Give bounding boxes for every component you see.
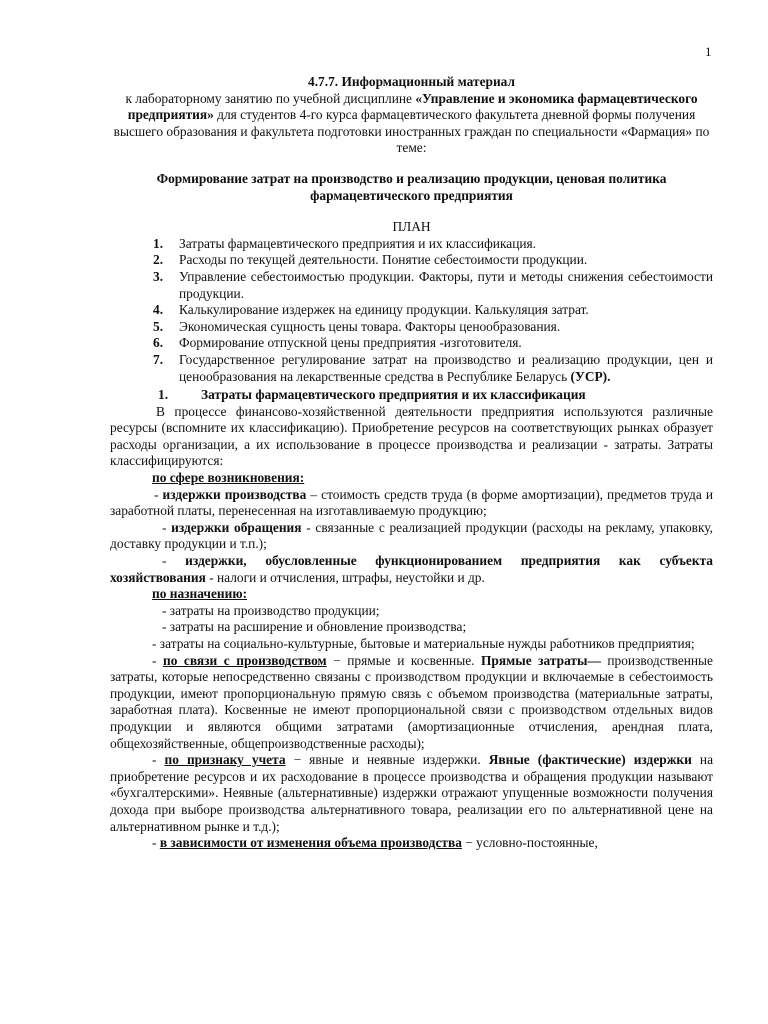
plan-item-text: Государственное регулирование затрат на производство и реализацию продукции, цен и ценообразования на лекарственные средства в Республике Беларусь bbox=[179, 351, 713, 384]
plan-item bbox=[110, 269, 713, 302]
purpose-item: - затраты на социально-культурные, бытовые и материальные нужды работников предприятия; bbox=[152, 636, 695, 651]
plan-item-number: 7. bbox=[153, 351, 164, 367]
plan-item-text: Затраты фармацевтического предприятия и их классификация. bbox=[179, 235, 537, 251]
plan-list bbox=[110, 236, 713, 385]
purpose-item: - затраты на расширение и обновление производства; bbox=[162, 619, 467, 635]
item-dash: - bbox=[152, 835, 160, 851]
plan-item bbox=[110, 236, 713, 253]
document-header bbox=[110, 74, 713, 157]
plan-item bbox=[110, 319, 713, 336]
plan-item-number: 3. bbox=[153, 268, 164, 284]
plan-heading: ПЛАН bbox=[392, 219, 431, 235]
section-title: Затраты фармацевтического предприятия и их классификация bbox=[201, 387, 586, 403]
section-number: 1. bbox=[158, 387, 169, 403]
volume-label: в зависимости от изменения объема производства bbox=[159, 835, 462, 851]
classification-by-volume bbox=[110, 835, 713, 852]
cost-item-circulation bbox=[110, 520, 713, 553]
item-dash: - bbox=[152, 752, 165, 768]
origin-heading: по сфере возникновения: bbox=[152, 470, 305, 486]
page-number: 1 bbox=[705, 44, 712, 59]
purpose-item: - затраты на производство продукции; bbox=[162, 602, 380, 618]
plan-item-usr: (УСР). bbox=[570, 368, 611, 384]
plan-item-number: 4. bbox=[153, 302, 164, 318]
link-text-1: − прямые и косвенные. bbox=[326, 652, 482, 668]
classification-heading-purpose bbox=[110, 586, 713, 603]
classification-heading-origin bbox=[110, 470, 713, 487]
header-description-post: для студентов 4-го курса фармацевтического факультета дневной формы получения высшего образования и факультета подготовки иностранных граждан по специальности «Фармация» по теме: bbox=[113, 107, 710, 156]
cost-item-production bbox=[110, 487, 713, 520]
plan-item-text: Экономическая сущность цены товара. Факторы ценообразования. bbox=[179, 318, 561, 334]
plan-item bbox=[110, 302, 713, 319]
item-description: - связанные с реализацией продукции (расходы на рекламу, упаковку, доставку продукции и т.п.); bbox=[110, 519, 713, 552]
section-intro: В процессе финансово-хозяйственной деятельности предприятия используются различные ресурсы (вспомните их классификацию). Приобретение ресурсов на соответствующих рынках образует расходы организации, а их использование в процессе производства и реализации - затраты. Затраты классифицируются: bbox=[110, 403, 713, 469]
item-dash: - bbox=[162, 553, 186, 569]
plan-item-text: Расходы по текущей деятельности. Понятие себестоимости продукции. bbox=[179, 252, 588, 268]
plan-item-number: 6. bbox=[153, 335, 164, 351]
item-term: издержки производства bbox=[162, 486, 307, 502]
accounting-label: по признаку учета bbox=[164, 752, 286, 768]
accounting-text-1: − явные и неявные издержки. bbox=[285, 752, 489, 768]
document-body bbox=[110, 74, 713, 852]
link-label: по связи с производством bbox=[162, 652, 327, 668]
volume-text: − условно-постоянные, bbox=[461, 835, 598, 851]
cost-item-enterprise bbox=[110, 553, 713, 586]
classification-by-accounting bbox=[110, 752, 713, 835]
plan-item bbox=[110, 252, 713, 269]
plan-item-number: 5. bbox=[153, 318, 164, 334]
document-title: 4.7.7. Информационный материал bbox=[308, 74, 515, 89]
item-term: издержки обращения bbox=[171, 519, 302, 535]
item-description: – стоимость средств труда (в форме амортизации), предметов труда и заработной платы, перенесенная на изготавливаемую продукцию; bbox=[110, 486, 713, 519]
header-description-pre: к лабораторному занятию по учебной дисциплине bbox=[125, 90, 416, 106]
explicit-costs-term: Явные (фактические) издержки bbox=[488, 752, 692, 768]
plan-item bbox=[110, 335, 713, 352]
header-description bbox=[110, 91, 713, 157]
item-description: - налоги и отчисления, штрафы, неустойки и др. bbox=[205, 569, 485, 585]
plan-item-text: Управление себестоимостью продукции. Факторы, пути и методы снижения себестоимости продукции. bbox=[179, 268, 713, 301]
link-text-2: производственные затраты, которые непосредственно связаны с производством продукции и включаемые в себестоимость продукции, имеют пропорциональную прямую связь с объемом производства (материальные затраты, заработная плата). Косвенные не имеют пропорциональной связи с производством отдельных видов продукции и являются общими затратами (амортизационные отчисления, арендная плата, общехозяйственные, общепроизводственные расходы); bbox=[110, 652, 714, 751]
accounting-text-2: на приобретение ресурсов и их расходование в процессе производства и обращения продукции называют «бухгалтерскими». Неявные (альтернативные) издержки отражают упущенные возможности получения дохода при выборе производства альтернативного товара, реализации его по альтернативной цене на альтернативном рынке и т.д.); bbox=[110, 752, 714, 834]
item-dash: - bbox=[152, 652, 163, 668]
item-dash: - bbox=[154, 486, 163, 502]
lesson-topic: Формирование затрат на производство и реализацию продукции, ценовая политика фармацевтического предприятия bbox=[156, 170, 667, 203]
plan-item-number: 1. bbox=[153, 235, 164, 251]
item-dash: - bbox=[162, 519, 172, 535]
plan-item-text: Формирование отпускной цены предприятия -изготовителя. bbox=[179, 335, 522, 351]
section-heading bbox=[110, 387, 713, 404]
classification-by-link bbox=[110, 653, 713, 753]
item-term: издержки, обусловленные функционированием предприятия как субъекта хозяйствования bbox=[110, 553, 714, 585]
purpose-heading: по назначению: bbox=[152, 586, 248, 602]
plan-item-number: 2. bbox=[153, 252, 164, 268]
plan-item bbox=[110, 352, 713, 385]
direct-costs-dash: — bbox=[587, 652, 601, 668]
plan-item-text: Калькулирование издержек на единицу продукции. Калькуляция затрат. bbox=[179, 302, 589, 318]
discipline-name: «Управление и экономика фармацевтического предприятия» bbox=[127, 90, 698, 123]
direct-costs-term: Прямые затраты bbox=[481, 652, 588, 668]
